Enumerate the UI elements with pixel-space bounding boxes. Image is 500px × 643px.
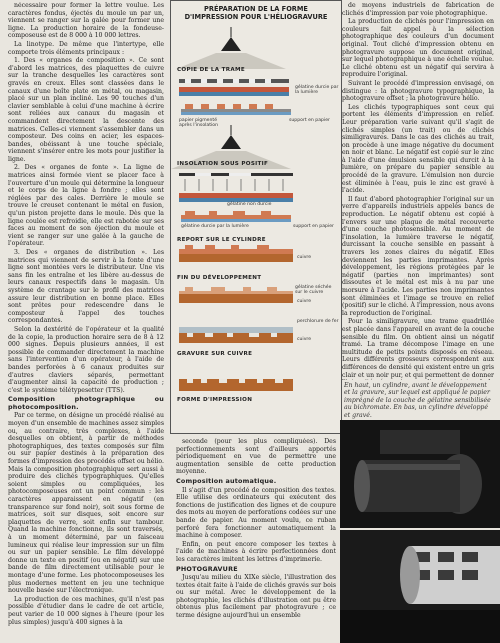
section-heading: Composition automatique. <box>176 476 277 485</box>
photo-caption: En haut, un cylindre, avant le développement et la gravure, sur lequel est appliqué le papier imprégné de la couche de gélatine sensibilisée au bichromate. En bas, un cylindre développé et gravé. <box>344 382 491 419</box>
right-column <box>342 2 494 380</box>
paragraph: Selon la dextérité de l'opérateur et la qualité de la copie, la production horaire sera de 8 à 12 000 signes. Depuis plusieurs années, il est possible de commander directement la machine sans l'intervention d'un opérateur, à l'aide de bandes perforées à 6 canaux produites sur d'autres claviers séparés, permettant d'augmenter ainsi la capacité de production ; c'est le système télétypesetter (TTS). <box>8 325 164 394</box>
photo-cylinder-before <box>340 420 500 528</box>
heliogravure-diagram <box>170 0 342 434</box>
left-column <box>8 2 164 642</box>
paragraph: Jusqu'au milieu du XIXe siècle, l'illustration des textes était faite à l'aide de clichés gravés sur bois ou sur métal. Avec le développement de la photographie, les clichés d'illustration ont pu être obtenus plus facilement par photogravure ; ce terme désigne aujourd'hui un ensemble <box>176 574 336 620</box>
note: cuivre <box>297 337 312 342</box>
sensitized-layer <box>179 193 293 202</box>
diagram-illustration <box>171 1 341 433</box>
step-label-report: REPORT SUR LE CYLINDRE <box>177 237 266 243</box>
paragraph: 1. Des « organes de composition ». Ce sont d'abord les matrices, des plaquettes de cuivre sur la tranche desquelles les caractères sont gravés en creux. Elles sont classées dans le canaux d'une boîte plate en métal, ou magasin, placé sur un plan incliné. Les 90 touches d'un clavier semblable à celui d'une machine à écrire sont reliées aux canaux du magasin et commandent directement la descente des matrices. Celles-ci viennent s'assembler dans un composteur. Des coins en acier, les espaces-bandes, obéissant à une touche spéciale, viennent s'insérer entre les mots pour justifier la ligne. <box>8 57 164 163</box>
printing-form <box>179 379 293 391</box>
photo-cylinder-after <box>340 530 500 643</box>
paragraph: Par ce terme, on désigne un procédé réalisé au moyen d'un ensemble de machines assez simples ou, au contraire, très complexes, à l'aide desquelles on obtient, à partir de méthodes photographiques, des textes composés sur film ou sur papier destinés à la préparation des formes d'impression des procédés offset ou hélio. Mais la composition photographique sert aussi à produire des clichés typographiques. Qu'elles soient simples ou compliquées, les photocomposeuses ont un point commun : les caractères apparaissent en négatif (en transparence sur fond noir), soit sous forme de matrices, soit sur disques, soit encore sur plaquettes de verre, soit enfin sur tambour. Quand la machine fonctionne, ils sont traversés, à un moment déterminé, par un faisceau lumineux qui réalise leur impression sur un film ou sur un papier sensible. Le film développé donne un texte en positif (ou en négatif) sur une bande de film directement utilisable pour le montage d'une forme. Les photocomposeuses les plus modernes mettent en jeu une technique nouvelle basée sur l'électronique. <box>8 412 164 595</box>
step-label-insolation: INSOLATION SOUS POSITIF <box>177 161 269 167</box>
cylinder-report <box>179 245 293 262</box>
note: papier pigmenté après l'insolation <box>179 118 219 129</box>
paragraph: 3. Des « organes de distribution ». Les matrices qui viennent de servir à la fonte d'une ligne sont montées vers le distributeur. Une vis sans fin les entraîne et les libère au-dessus de leurs canaux respectifs dans le magasin. Un système de crantage sur le profil des matrices assure leur distribution en bonne place. Elles sont prêtes pour redescendre dans le composteur à l'appel des touches correspondantes. <box>8 249 164 325</box>
paragraph: Il faut d'abord photographier l'original sur un verre d'appareils industriels appelés bancs de reproduction. Le négatif obtenu est copié à l'envers sur une plaque de métal recouverte d'une couche photosensible. Au moment de l'insolation, la lumière traverse le négatif, durcissant la couche sensible en passant à travers les zones claires du négatif. Elles deviennent les parties imprimantes. Après développement, les régions protégées par le négatif (parties non imprimantes) sont dissoutes et le métal est mis à nu par une morsure à l'acide. Les parties non imprimantes sont éliminées et l'image se trouve en relief (positif) sur le cliché. À l'impression, nous avons la reproduction de l'original. <box>342 195 494 317</box>
paragraph: de moyens industriels de fabrication de clichés d'impression par voie photographique. <box>342 2 494 17</box>
paragraph: Suivant le procédé d'impression envisagé, on distingue : la photogravure typographique, la photogravure offset ; la photogravure hélio. <box>342 79 494 103</box>
step-label-forme: FORME D'IMPRESSION <box>177 397 253 403</box>
cylinder-photo-illustration <box>340 530 500 643</box>
note: support en papier <box>293 224 334 229</box>
etching-tray <box>179 327 293 343</box>
paragraph: Les clichés typographiques sont ceux qui portent les éléments d'impression en relief. Leur préparation varie suivant qu'il s'agit de clichés simples (un trait) ou de clichés similigravures. Dans le cas des clichés au trait, on procède à une image négative du document en noir et blanc. Le négatif est copié sur le zinc à l'aide d'une émulsion sensible qui durcit à la lumière, on prépare du papier sensible au procédé de la gravure. L'émulsion non durcie est éliminée à l'eau, puis le zinc est gravé à l'acide. <box>342 103 494 195</box>
paragraph: 2. Des « organes de fonte ». La ligne de matrices ainsi formée vient se placer face à l'ouverture d'un moule qui détermine la longueur et le corps de la ligne à fondre ; elles sont réglées par des cales. Derrière le moule se trouve le creuset contenant le métal en fusion, qu'un piston projette dans le moule. Dès que la ligne coulée est refroidie, elle est rabotée sur ses faces au moment de son éjection du moule et vient se ranger sur une galée à la gauche de l'opérateur. <box>8 164 164 248</box>
note: support en papier <box>289 118 330 123</box>
trame-layer <box>179 79 289 83</box>
paragraph: Il s'agit d'un procédé de composition des textes. Elle utilise des ordinateurs qui exécutent des fonctions de justification des lignes et de coupure des mots au moyen de perforations codées sur une bande de papier. Au moment voulu, ce ruban perforé fera fonctionner automatiquement la machine à composer. <box>176 486 336 540</box>
note: gélatine séchée sur le cuivre <box>295 285 332 296</box>
paragraph: La production de ces machines, qu'il n'est pas possible d'étudier dans le cadre de cet article, peut varier de 10 000 signes à l'heure (pour les plus simples) jusqu'à 400 signes à la <box>8 595 164 626</box>
developed-gelatine <box>179 287 293 303</box>
step-label-gravure: GRAVURE SUR CUIVRE <box>177 351 253 357</box>
step-label-copie: COPIE DE LA TRAME <box>177 67 246 73</box>
light-arrows <box>185 179 283 191</box>
section-heading: Composition photographique ou photocomposition. <box>8 395 164 411</box>
note: gélatine durcie par la lumière <box>295 85 339 96</box>
note: gélatine non durcie <box>227 202 272 207</box>
center-column <box>176 438 336 643</box>
lamp-icon <box>176 27 286 69</box>
positive-film <box>179 173 293 176</box>
cylinder-photo-illustration <box>340 420 500 528</box>
note: cuivre <box>297 299 312 304</box>
trame-detail <box>181 104 291 115</box>
paragraph: Enfin, on peut encore composer les textes à l'aide de machines à écrire perfectionnées dont les caractères imitent les lettres d'imprimerie. <box>176 540 336 563</box>
gelatine-layer <box>179 87 289 96</box>
note: perchlorure de fer <box>297 319 339 324</box>
gelatine-relief <box>181 211 291 222</box>
section-heading: PHOTOGRAVURE <box>176 564 238 573</box>
paragraph: La production de clichés pour l'impression en couleurs fait appel à la sélection photographique des couleurs d'un document original. Tout cliché d'impression obtenu en photogravure suppose un document original, sur lequel photographique à une échelle voulue. Le cliché obtenu est un négatif qui servira à reproduire l'original. <box>342 18 494 79</box>
step-label-fin: FIN DU DÉVELOPPEMENT <box>177 275 262 281</box>
note: gélatine durcie par la lumière <box>181 224 249 229</box>
paragraph: seconde (pour les plus compliquées). Des perfectionnements sont d'ailleurs apportés périodiquement en vue de permettre une augmentation sensible de cette production moyenne. <box>176 438 336 476</box>
paragraph: La linotype. De même que l'intertype, elle comporte trois éléments principaux : <box>8 40 164 56</box>
paragraph: nécessaire pour former la lettre voulue. Les caractères fondus, éjectés du moule un par un, viennent se ranger sur la galée pour former une ligne. La production horaire de la fondeuse-composeuse est de 8 000 à 10 000 lettres. <box>8 2 164 40</box>
paragraph: Pour la similigravure, une trame quadrillée est placée dans l'appareil en avant de la couche sensible du film. On obtient ainsi un négatif tramé. La trame décompose l'image en une multitude de petits points disposés en réseau. Leurs différents grosseurs correspondent aux différences de densité qui existent entre un gris clair et un noir pur, et qui permettent de donner <box>342 318 494 379</box>
diagram-title-line: D'IMPRESSION POUR L'HÉLIOGRAVURE <box>184 13 328 21</box>
diagram-title-line: PRÉPARATION DE LA FORME <box>204 5 308 13</box>
note: cuivre <box>297 255 312 260</box>
